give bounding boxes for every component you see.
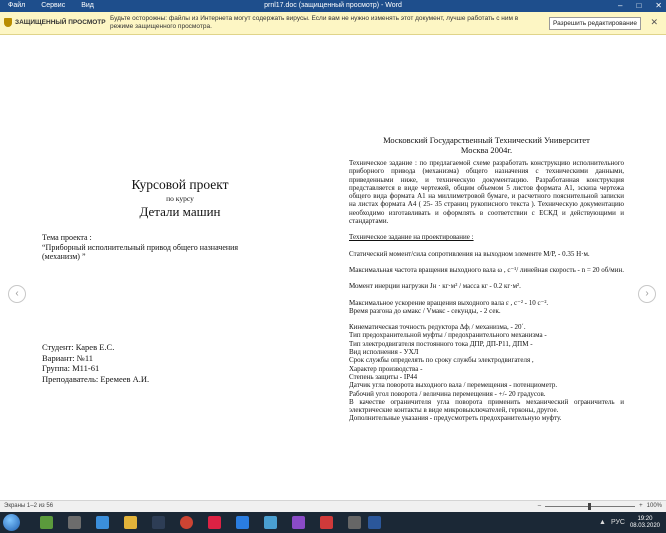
enable-editing-button[interactable]: Разрешить редактирование [549,17,641,30]
word-icon[interactable] [368,516,381,529]
maximize-button[interactable]: □ [636,1,642,10]
task-body [349,159,624,423]
window-controls [618,1,662,10]
spec-inertia: Момент инерции нагрузки Jн · кг·м² / масса кг - 0.2 кг·м². [349,282,521,291]
spec-execution: Вид исполнения - УХЛ [349,348,419,357]
task-heading: Техническое задание на проектирование : [349,233,474,242]
spec-production: Характер производства - [349,364,423,373]
menu-tools[interactable]: Сервис [41,2,66,9]
menu-file[interactable]: Файл [8,2,26,9]
zoom-slider-handle[interactable] [588,503,591,510]
course-name: Детали машин [139,204,221,219]
spec-working-angle: Рабочий угол поворота / величина перемещения - +/- 20 градусов. [349,389,546,398]
zoom-slider[interactable] [545,506,635,507]
app-icon[interactable] [264,516,277,529]
university-header [349,136,624,155]
project-subtitle: по курсу [166,194,194,203]
spec-clutch: Тип предохранительной муфты / предохранительного механизма - [349,331,547,340]
close-icon[interactable]: ✕ [650,17,658,27]
shield-icon [4,18,12,27]
window-title: prnl17.doc (защищенный просмотр) - Word [264,2,402,9]
protected-view-badge [4,18,106,27]
lang-indicator[interactable]: РУС [610,519,625,526]
student-info [42,342,149,384]
spec-protection: Степень защиты - IP44 [349,372,418,381]
protected-view-label: ЗАЩИЩЕННЫЙ ПРОСМОТР [15,19,106,26]
spec-acceleration-time: Время разгона до ωмакс / Vмакс - секунды, - 2 сек. [349,306,501,315]
page-counter: Экраны 1–2 из 56 [4,503,54,509]
chevron-left-icon[interactable]: ‹ [8,285,26,303]
system-tray [599,512,666,533]
menu-view[interactable]: Вид [81,2,94,9]
document-area[interactable] [0,35,666,500]
zoom-control [538,503,662,509]
spec-motor: Тип электродвигателя постоянного тока ДПР, ДП-Р11, ДПМ - [349,339,533,348]
title-bar [0,0,666,12]
taskbar [0,512,666,533]
variant: Вариант: №11 [42,352,94,363]
heart-icon[interactable] [236,516,249,529]
group: Группа: М11-61 [42,363,100,373]
folder-icon[interactable] [124,516,137,529]
app-icon[interactable] [348,516,361,529]
university-name: Московский Государственный Технический Университет [383,135,590,145]
spec-limiter: В качестве ограничителя угла поворота применить механический ограничитель и электрические контакты в виде микровыключателей, герконы, другое. [349,397,624,415]
app-icon[interactable] [208,516,221,529]
student-name: Студент: Карев Е.С. [42,342,115,352]
close-window-button[interactable]: ✕ [655,1,662,10]
spec-sensor: Датчик угла поворота выходного вала / перемещения - потенциометр. [349,381,558,390]
protected-view-bar [0,12,666,35]
steam-icon[interactable] [152,516,165,529]
spec-static-moment: Статический момент/сила сопротивления на выходном элементе М/Р, - 0.35 Н·м. [349,249,590,258]
app-icon[interactable] [320,516,333,529]
utorrent-icon[interactable] [40,516,53,529]
teacher: Преподаватель: Еремеев А.И. [42,373,150,384]
spec-service-life: Срок службы определять по сроку службы электродвигателя , [349,356,534,365]
app-icon[interactable] [68,516,81,529]
city-year: Москва 2004г. [460,144,513,155]
theme-line: “Приборный исполнительный привод общего назначения [42,242,239,252]
clock[interactable] [630,516,660,530]
protected-view-message: Будьте осторожны: файлы из Интернета могут содержать вирусы. Если вам не нужно изменять этот документ, лучше работать с ним в режиме защищенного просмотра. [110,15,519,30]
start-button[interactable] [3,514,20,531]
theme-label: Тема проекта : [42,233,92,242]
chevron-right-icon[interactable]: › [638,285,656,303]
intro-paragraph: Техническое задание : по предлагаемой схеме разработать конструкцию исполнительного приборного привода (механизма) общего назначения с техническими данными, приведенными ниже, и техническую документацию. Разработанная конструкция представляется в виде чертежей, общим объемом 5 листов формата А1, эскиза чертежа общего вида формата А1 на миллиметровой бумаге, и расчетного пояснительной записки на листах формата А4 ( 25- 35 страниц рукописного текста ). Техническую документацию необходимо изготавливать и оформлять в соответствии с ЕСКД и действующими и стандартами. [349,159,624,226]
project-theme [42,233,322,262]
spec-max-frequency: Максимальная частота вращения выходного вала ω , c⁻¹/ линейная скорость - n = 20 об/мин. [349,265,624,274]
spec-extra: Дополнительные указания - предусмотреть предохранительную муфту. [349,414,562,423]
zoom-out-icon[interactable]: – [537,503,542,509]
network-icon[interactable]: ▲ [599,519,606,526]
app-icon[interactable] [96,516,109,529]
chrome-icon[interactable] [180,516,193,529]
zoom-level[interactable]: 100% [646,503,662,509]
zoom-in-icon[interactable]: + [639,503,643,509]
clock-time: 19:20 [637,515,653,522]
spec-accuracy: Кинематическая точность редуктора Δфᵢ / механизма, - 20΄. [349,323,526,332]
app-icon[interactable] [292,516,305,529]
clock-date: 08.03.2020 [629,522,660,529]
theme-line: (механизм) ” [42,252,86,261]
minimize-button[interactable]: – [618,1,623,10]
project-title: Курсовой проект [131,177,229,192]
spec-max-acceleration: Максимальное ускорение вращения выходного вала ε , c⁻² - 10 c⁻². [349,298,549,307]
